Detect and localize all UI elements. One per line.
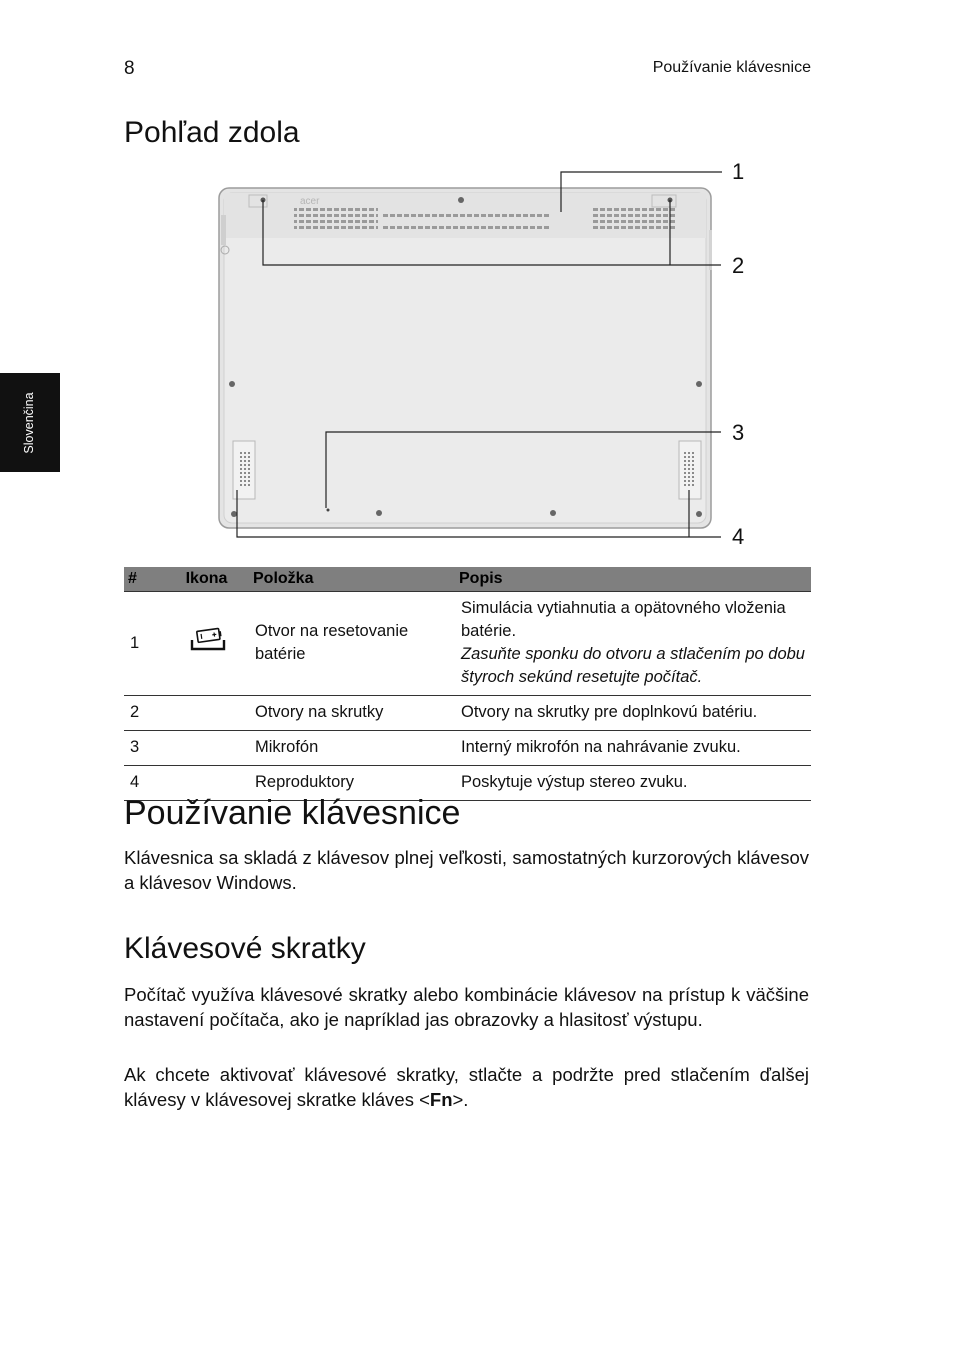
col-header-item: Položka [249,567,455,592]
row-item: Reproduktory [249,766,455,801]
col-header-icon: Ikona [164,567,249,592]
table-row [124,592,811,696]
microphone-marker [327,509,330,512]
callout-label-1: 1 [732,160,745,184]
row-description-cell [455,592,811,696]
row-number: 4 [124,766,164,801]
icon-cell [164,696,249,731]
parts-table [124,567,811,801]
row-note: Zasuňte sponku do otvoru a stlačením po dobu štyroch sekúnd resetujte počítač. [461,645,805,686]
language-side-tab-label: Slovenčina [22,391,36,454]
row-number: 2 [124,696,164,731]
callout-label-2: 2 [732,253,745,278]
laptop-bottom-illustration [124,160,814,552]
section-title-keyboard: Používanie klávesnice [124,794,461,832]
col-header-number: # [124,567,164,592]
laptop-bottom-view-figure [124,160,814,552]
row-description: Simulácia vytiahnutia a opätovného vloženia batérie. [461,599,786,640]
row-number: 3 [124,731,164,766]
row-item: Otvory na skrutky [249,696,455,731]
hotkeys-paragraph-2-end: >. [452,1089,469,1110]
row-item: Mikrofón [249,731,455,766]
page-number: 8 [124,58,135,79]
vent-right [592,208,676,232]
language-side-tab [0,373,60,472]
vent-center-top [382,211,550,217]
table-header-row [124,567,811,592]
row-description: Interný mikrofón na nahrávanie zvuku. [455,731,811,766]
row-number: 1 [124,592,164,696]
table-row [124,731,811,766]
section-title-bottom-view: Pohľad zdola [124,116,300,149]
hotkeys-paragraph-2-text: Ak chcete aktivovať klávesové skratky, stlačte a podržte pred stlačením ďalšej klávesy v klávesovej skratke kláves < [124,1064,809,1110]
icon-cell [164,592,249,696]
vent-left [294,208,378,232]
col-header-description: Popis [455,567,811,592]
section-title-hotkeys: Klávesové skratky [124,932,366,965]
running-header: Používanie klávesnice [652,59,811,76]
row-item: Otvor na resetovanie batérie [249,592,455,696]
callout-label-3: 3 [732,420,745,445]
battery-reset-icon [189,627,227,653]
row-description: Otvory na skrutky pre doplnkovú batériu. [455,696,811,731]
hotkeys-paragraph-2 [124,1062,809,1112]
logo-mark: acer [300,196,320,207]
table-row [124,696,811,731]
row-description: Poskytuje výstup stereo zvuku. [455,766,811,801]
vent-center-bottom [382,223,550,229]
callout-label-4: 4 [732,524,745,549]
keyboard-paragraph: Klávesnica sa skladá z klávesov plnej veľkosti, samostatných kurzorových klávesov a klávesov Windows. [124,847,809,893]
hotkeys-paragraph-1: Počítač využíva klávesové skratky alebo kombinácie klávesov na prístup k väčšine nastavení počítača, ako je napríklad jas obrazovky a hlasitosť výstupu. [124,984,809,1030]
icon-cell [164,731,249,766]
fn-key-label: Fn [429,1089,453,1110]
